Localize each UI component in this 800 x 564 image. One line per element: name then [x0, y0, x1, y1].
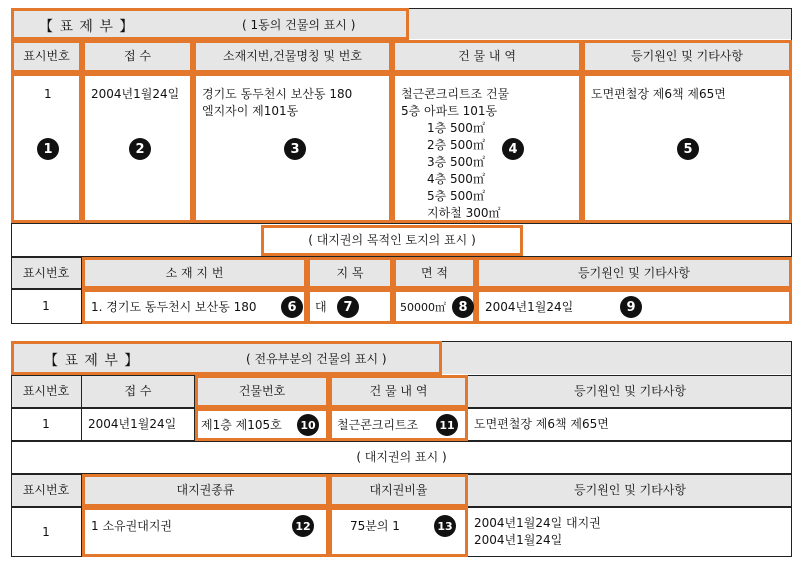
floor-basement: 지하철 300㎡ [427, 206, 501, 220]
location-line-1: 경기도 동두천시 보산동 180 [202, 87, 353, 101]
header-location: 소재지번,건물명칭 및 번호 [193, 40, 392, 73]
badge-9: 9 [620, 296, 642, 318]
land-title: ( 대지권의 목적인 토지의 표시 ) [261, 225, 523, 256]
header-number: 표시번호 [11, 40, 82, 73]
section2-title-right: ( 전유부분의 건물의 표시 ) [246, 352, 387, 366]
badge-7: 7 [337, 296, 359, 318]
location-line-2: 엘지자이 제101동 [202, 104, 299, 118]
section1-title-right: ( 1동의 건물의 표시 ) [242, 18, 356, 32]
land-header-category: 지 목 [307, 257, 393, 289]
s2r-header-number: 표시번호 [11, 474, 82, 507]
s2r-header-ratio: 대지권비율 [329, 474, 468, 507]
s2-header-receipt: 접 수 [82, 375, 195, 408]
section2-right-title: ( 대지권의 표시 ) [11, 441, 792, 474]
s2-header-cause: 등기원인 및 기타사항 [574, 384, 686, 398]
section2-title-left: 【 표 제 부 】 [44, 353, 140, 369]
land-header-cause: 등기원인 및 기타사항 [476, 257, 792, 289]
s2r-type: 1 소유권대지권 [91, 519, 173, 533]
land-area: 50000㎡ [400, 301, 446, 314]
floor-1: 1층 500㎡ [427, 121, 485, 135]
s2r-ratio-cell [329, 507, 468, 557]
s2-building-no-cell [195, 408, 329, 441]
s2-cause: 도면편철장 제6책 제65면 [474, 417, 609, 431]
land-area-cell [393, 289, 476, 324]
receipt-date: 2004년1월24일 [91, 87, 180, 101]
building-line-1: 철근콘크리트조 건물 [401, 87, 510, 101]
cell-building [392, 73, 582, 223]
s2r-header-cause: 등기원인 및 기타사항 [574, 483, 686, 497]
badge-1: 1 [37, 138, 59, 160]
section1-title-box [11, 8, 409, 40]
badge-10: 10 [297, 414, 319, 436]
s2-number: 1 [11, 408, 82, 441]
section2-title-box [11, 341, 442, 375]
land-category: 대 [315, 300, 327, 314]
land-cause: 2004년1월24일 [485, 300, 574, 314]
s2-header-building-no: 건물번호 [195, 375, 329, 408]
land-location-cell [82, 289, 307, 324]
s2-header-number: 표시번호 [11, 375, 82, 408]
s2r-cause-cell [468, 507, 792, 557]
building-line-2: 5층 아파트 101동 [401, 104, 498, 118]
s2-structure-cell [329, 408, 468, 441]
cell-location [193, 73, 392, 223]
land-category-cell [307, 289, 393, 324]
cell-cause [582, 73, 792, 223]
land-header-area: 면 적 [393, 257, 476, 289]
land-cause-cell [476, 289, 792, 324]
s2-building-no: 제1층 제105호 [201, 418, 282, 432]
section1-title-left: 【 표 제 부 】 [39, 19, 135, 35]
s2r-ratio: 75분의 1 [350, 519, 400, 533]
badge-12: 12 [292, 515, 314, 537]
badge-13: 13 [434, 515, 456, 537]
s2r-type-cell [82, 507, 329, 557]
s2-receipt: 2004년1월24일 [88, 417, 177, 431]
s2r-cause-line-1: 2004년1월24일 대지권 [474, 516, 601, 530]
cause-text: 도면편철장 제6책 제65면 [591, 87, 726, 101]
land-header-location: 소 재 지 번 [82, 257, 307, 289]
badge-2: 2 [129, 138, 151, 160]
cell-number [11, 73, 82, 223]
header-cause: 등기원인 및 기타사항 [582, 40, 792, 73]
s2-structure: 철근콘크리트조 [337, 418, 419, 432]
cell-receipt [82, 73, 193, 223]
badge-6: 6 [281, 296, 303, 318]
s2-header-structure: 건 물 내 역 [329, 375, 468, 408]
land-location: 1. 경기도 동두천시 보산동 180 [91, 300, 257, 314]
badge-8: 8 [452, 296, 474, 318]
land-number: 1 [11, 289, 82, 324]
s2r-number: 1 [11, 507, 82, 557]
badge-3: 3 [284, 138, 306, 160]
row-number: 1 [44, 87, 52, 101]
floor-4: 4층 500㎡ [427, 172, 485, 186]
floor-2: 2층 500㎡ [427, 138, 485, 152]
header-building: 건 물 내 역 [392, 40, 582, 73]
badge-4: 4 [502, 138, 524, 160]
s2-receipt-cell [82, 408, 195, 441]
s2r-header-type: 대지권종류 [82, 474, 329, 507]
floor-3: 3층 500㎡ [427, 155, 485, 169]
badge-11: 11 [436, 414, 458, 436]
s2r-cause-line-2: 2004년1월24일 [474, 533, 563, 547]
s2-cause-cell [468, 408, 792, 441]
header-receipt: 접 수 [82, 40, 193, 73]
land-header-number: 표시번호 [11, 257, 82, 289]
badge-5: 5 [677, 138, 699, 160]
floor-5: 5층 500㎡ [427, 189, 485, 203]
